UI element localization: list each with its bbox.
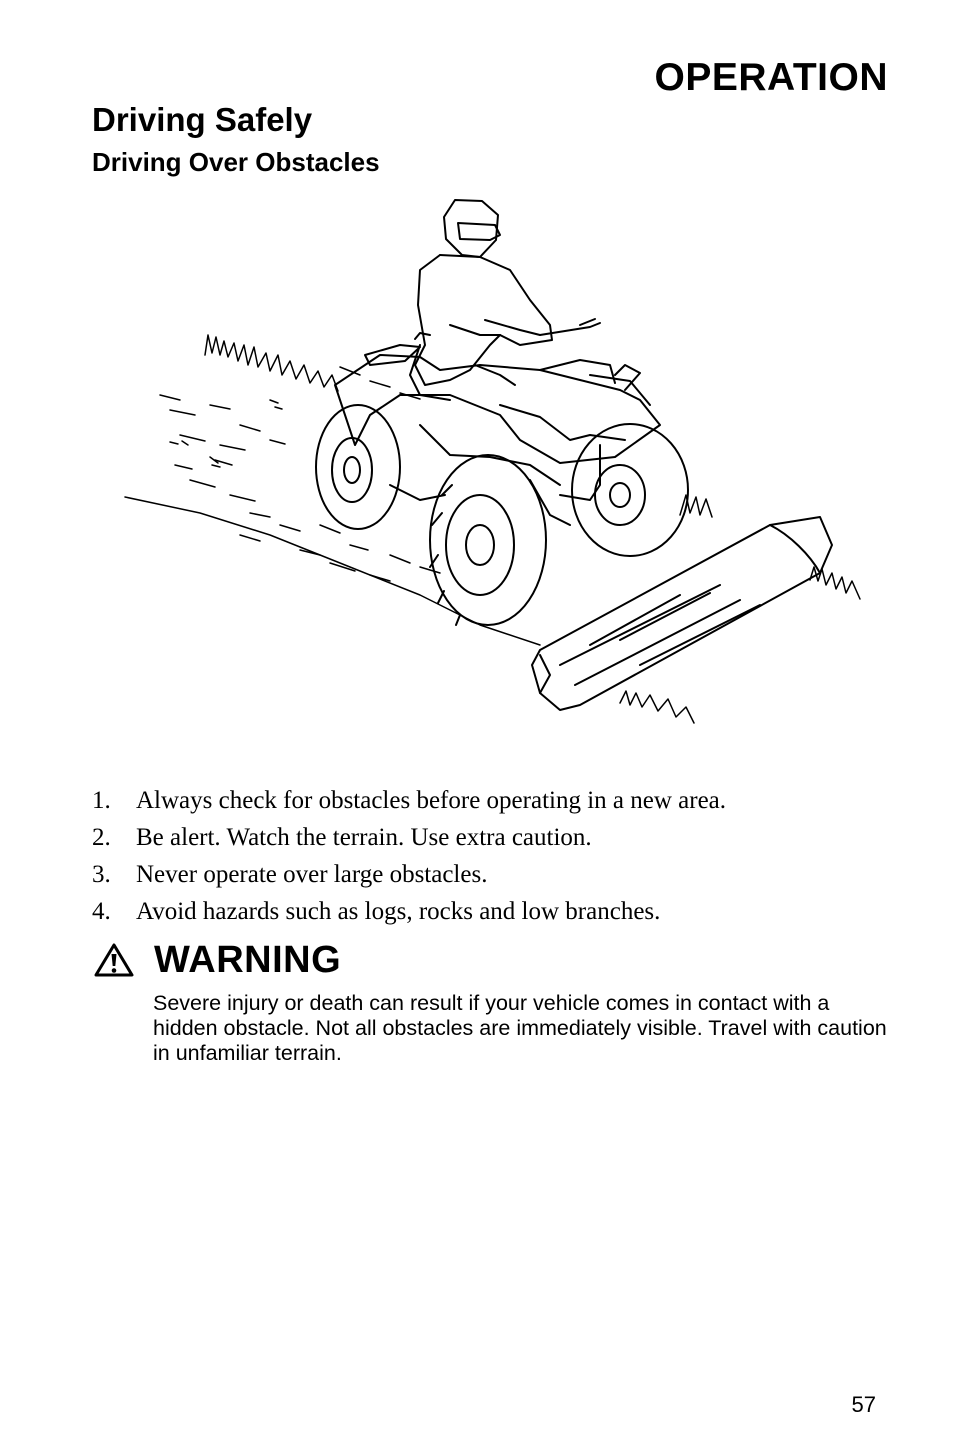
warning-triangle-icon (94, 943, 134, 977)
log-obstacle (532, 517, 832, 710)
warning-title: WARNING (154, 938, 342, 981)
warning-header (92, 935, 892, 985)
left-front-wheel (430, 455, 546, 625)
page-number: 57 (851, 1392, 876, 1417)
step-text: Be alert. Watch the terrain. Use extra caution. (136, 824, 592, 851)
step-number: 3. (92, 861, 111, 888)
atv-obstacle-illustration (120, 195, 880, 735)
step-number: 2. (92, 824, 111, 851)
right-front-wheel (572, 424, 688, 556)
step-text: Always check for obstacles before operating in a new area. (136, 787, 727, 814)
warning-box (92, 935, 892, 1066)
list-item (92, 893, 726, 930)
handlebars (415, 319, 600, 339)
section-header: OPERATION (654, 56, 888, 99)
page-subtitle: Driving Over Obstacles (92, 147, 380, 177)
atv-rider-over-log-icon (120, 195, 880, 735)
list-item (92, 856, 726, 893)
step-text: Never operate over large obstacles. (136, 861, 488, 888)
trail-ground (125, 367, 540, 645)
step-text: Avoid hazards such as logs, rocks and low branches. (136, 898, 661, 925)
safety-steps-list (92, 782, 726, 930)
page-title: Driving Safely (92, 101, 313, 138)
list-item (92, 819, 726, 856)
step-number: 1. (92, 787, 111, 814)
list-item (92, 782, 726, 819)
rear-left-wheel (316, 405, 400, 529)
warning-text: Severe injury or death can result if your vehicle comes in contact with a hidden obstacle. Not all obstacles are immediately visible. Travel with caution in unfamiliar terrain. (153, 991, 887, 1065)
step-number: 4. (92, 898, 111, 925)
